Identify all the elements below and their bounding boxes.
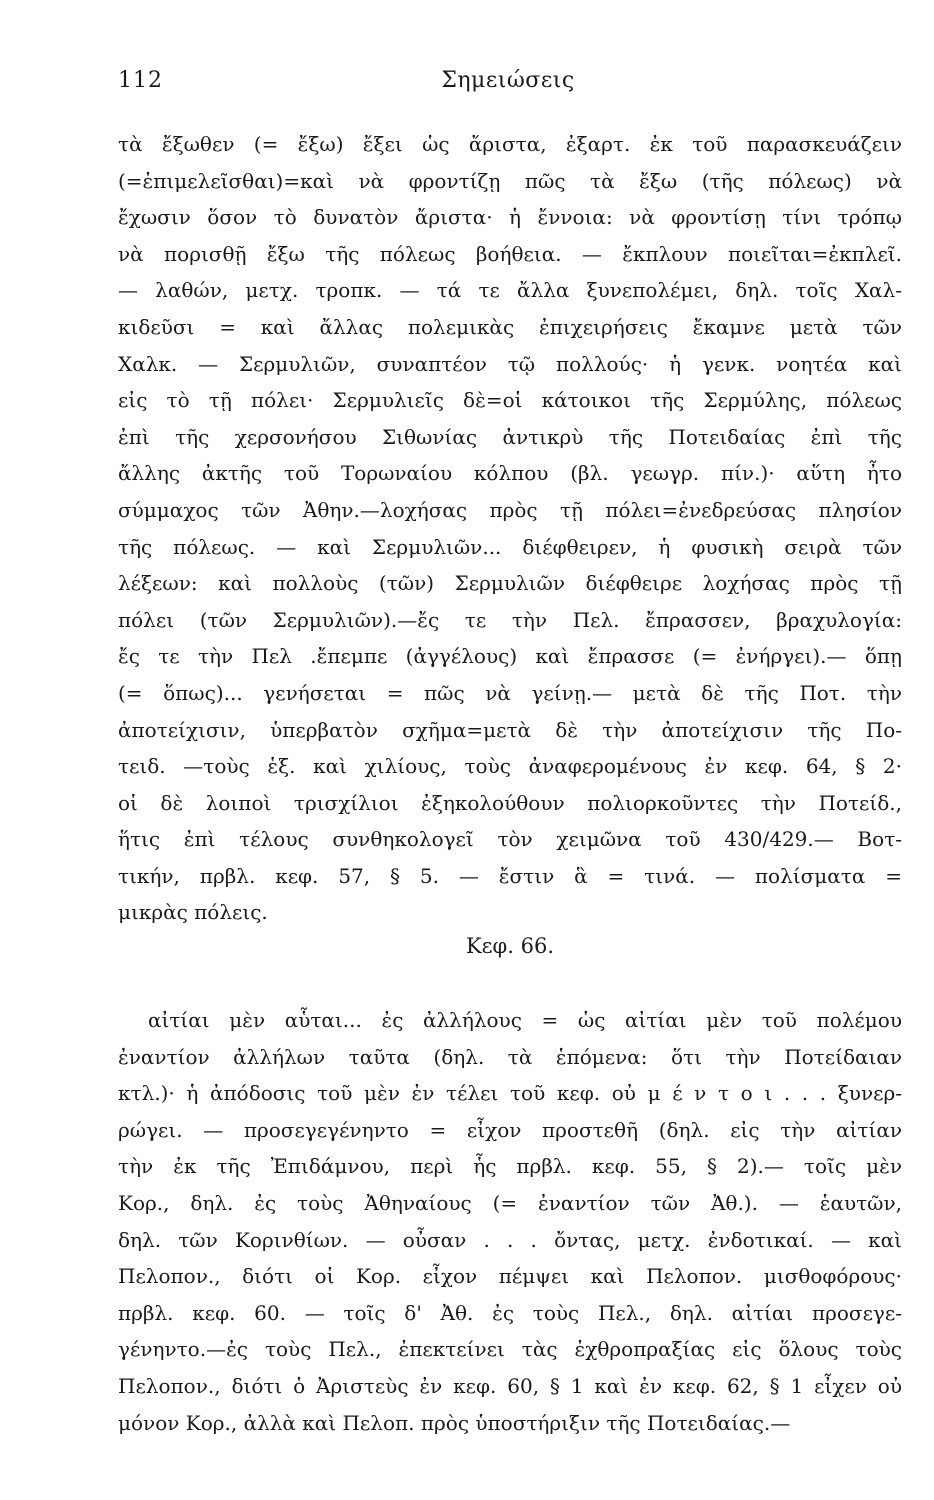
text-line: οἱ δὲ λοιποὶ τρισχίλιοι ἐξηκολούθουν πολιορκοῦντες τὴν Ποτείδ., <box>118 790 902 815</box>
text-line: εἰς τὸ τῇ πόλει· Σερμυλιεῖς δὲ=οἱ κάτοικοι τῆς Σερμύλης, πόλεως <box>118 388 902 413</box>
text-line: κιδεῦσι = καὶ ἄλλας πολεμικὰς ἐπιχειρήσεις ἔκαμνε μετὰ τῶν <box>118 314 902 339</box>
text-line: Χαλκ. — Σερμυλιῶν, συναπτέον τῷ πολλούς· ἡ γενκ. νοητέα καὶ <box>118 351 902 376</box>
text-line: ἔχωσιν ὅσον τὸ δυνατὸν ἄριστα· ἡ ἔννοια: νὰ φροντίσῃ τίνι τρόπῳ <box>118 205 902 230</box>
text-line: ἥτις ἐπὶ τέλους συνθηκολογεῖ τὸν χειμῶνα τοῦ 430/429.— Βοτ- <box>118 827 902 852</box>
text-line: τικήν, πρβλ. κεφ. 57, § 5. — ἔστιν ἃ = τινά. — πολίσματα = <box>118 863 902 888</box>
page-number: 112 <box>118 68 163 93</box>
text-line: ἔς τε τὴν Πελ .ἔπεμπε (ἀγγέλους) καὶ ἔπρασσε (= ἐνήργει).— ὅπῃ <box>118 644 902 669</box>
text-line: νὰ πορισθῇ ἔξω τῆς πόλεως βοήθεια. — ἔκπλουν ποιεῖται=ἐκπλεῖ. <box>118 241 902 266</box>
text-line: ἐναντίον ἀλλήλων ταῦτα (δηλ. τὰ ἑπόμενα: ὅτι τὴν Ποτείδαιαν <box>118 1044 902 1069</box>
text-line: τῆς πόλεως. — καὶ Σερμυλιῶν... διέφθειρεν, ἡ φυσικὴ σειρὰ τῶν <box>118 534 902 559</box>
text-line: πόλει (τῶν Σερμυλιῶν).—ἔς τε τὴν Πελ. ἔπρασσεν, βραχυλογία: <box>118 607 902 632</box>
page-header <box>118 68 898 98</box>
running-head: Σημειώσεις <box>441 68 575 93</box>
text-line: λέξεων: καὶ πολλοὺς (τῶν) Σερμυλιῶν διέφθειρε λοχήσας πρὸς τῇ <box>118 571 902 596</box>
text-line: μόνον Κορ., ἀλλὰ καὶ Πελοπ. πρὸς ὑποστήριξιν τῆς Ποτειδαίας.— <box>118 1410 791 1435</box>
text-line: ἀποτείχισιν, ὑπερβατὸν σχῆμα=μετὰ δὲ τὴν ἀποτείχισιν τῆς Πο- <box>118 717 902 742</box>
text-line: μικρὰς πόλεις. <box>118 900 268 925</box>
text-line: κτλ.)· ἡ ἀπόδοσις τοῦ μὲν ἐν τέλει τοῦ κεφ. οὐ μ έ ν τ ο ι . . . ξυνερ- <box>118 1081 902 1106</box>
text-line: Κορ., δηλ. ἐς τοὺς Ἀθηναίους (= ἐναντίον τῶν Ἀθ.). — ἑαυτῶν, <box>118 1190 902 1215</box>
text-line: Πελοπον., διότι οἱ Κορ. εἶχον πέμψει καὶ Πελοπον. μισθοφόρους· <box>118 1264 902 1289</box>
text-line: δηλ. τῶν Κορινθίων. — οὖσαν . . . ὄντας, μετχ. ἐνδοτικαί. — καὶ <box>118 1227 902 1252</box>
text-line: ρώγει. — προσεγεγένηντο = εἶχον προστεθῆ (δηλ. εἰς τὴν αἰτίαν <box>118 1117 902 1142</box>
text-line: — λαθών, μετχ. τροπκ. — τά τε ἄλλα ξυνεπολέμει, δηλ. τοῖς Χαλ- <box>118 278 902 303</box>
text-line: Πελοπον., διότι ὁ Ἀριστεὺς ἐν κεφ. 60, § 1 καὶ ἐν κεφ. 62, § 1 εἶχεν οὐ <box>118 1373 902 1398</box>
text-line: (= ὅπως)... γενήσεται = πῶς νὰ γείνῃ.— μετὰ δὲ τῆς Ποτ. τὴν <box>118 680 902 705</box>
chapter-heading: Κεφ. 66. <box>465 934 555 958</box>
text-line: γένηντο.—ἐς τοὺς Πελ., ἐπεκτείνει τὰς ἐχθροπραξίας εἰς ὅλους τοὺς <box>118 1337 902 1362</box>
text-line: πρβλ. κεφ. 60. — τοῖς δ' Ἀθ. ἐς τοὺς Πελ., δηλ. αἰτίαι προσεγε- <box>118 1300 902 1325</box>
text-line: αἰτίαι μὲν αὗται... ἐς ἀλλήλους = ὡς αἰτίαι μὲν τοῦ πολέμου <box>148 1008 902 1032</box>
text-line: τὰ ἔξωθεν (= ἔξω) ἔξει ὡς ἄριστα, ἐξαρτ. ἐκ τοῦ παρασκευάζειν <box>118 132 902 156</box>
text-line: σύμμαχος τῶν Ἀθην.—λοχήσας πρὸς τῇ πόλει=ἐνεδρεύσας πλησίον <box>118 497 902 522</box>
notes-block-2 <box>118 1002 902 1441</box>
notes-block-1 <box>118 126 902 931</box>
text-line: ἄλλης ἀκτῆς τοῦ Τορωναίου κόλπου (βλ. γεωγρ. πίν.)· αὕτη ἦτο <box>118 461 902 486</box>
text-line: τειδ. —τοὺς ἑξ. καὶ χιλίους, τοὺς ἀναφερομένους ἐν κεφ. 64, § 2· <box>118 754 902 779</box>
text-line: (=ἐπιμελεῖσθαι)=καὶ νὰ φροντίζῃ πῶς τὰ ἔξω (τῆς πόλεως) νὰ <box>118 168 902 193</box>
text-line: ἐπὶ τῆς χερσονήσου Σιθωνίας ἀντικρὺ τῆς Ποτειδαίας ἐπὶ τῆς <box>118 424 902 449</box>
text-line: τὴν ἐκ τῆς Ἐπιδάμνου, περὶ ἧς πρβλ. κεφ. 55, § 2).— τοῖς μὲν <box>118 1154 902 1179</box>
